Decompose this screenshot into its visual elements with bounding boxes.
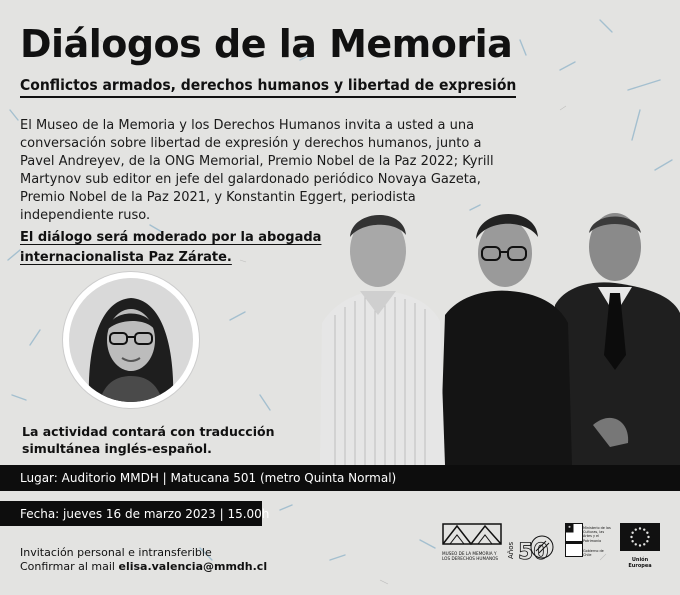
rsvp-email-link[interactable]: elisa.valencia@mmdh.cl	[118, 560, 268, 573]
chile-ministry-logo	[565, 523, 613, 561]
speaker-konstantin-eggert	[555, 213, 680, 465]
translation-line-2: simultánea inglés-español.	[22, 441, 212, 456]
date-bar: Fecha: jueves 16 de marzo 2023 | 15.00h	[0, 501, 262, 526]
venue-bar: Lugar: Auditorio MMDH | Matucana 501 (metro Quinta Normal)	[0, 465, 680, 491]
eu-star	[639, 527, 641, 529]
eu-caption: Unión Europea	[628, 557, 652, 569]
speakers-photo	[310, 195, 680, 465]
event-subtitle: Conflictos armados, derechos humanos y libertad de expresión	[20, 76, 516, 98]
chile-ministry-logo-icon	[565, 523, 583, 557]
eu-star	[631, 532, 633, 534]
eu-star	[635, 543, 637, 545]
confirm-line	[20, 560, 267, 574]
anios-number: 50	[518, 540, 549, 565]
eu-logo	[620, 523, 660, 569]
confirm-label: Confirmar al mail	[20, 560, 119, 573]
anios-50-logo	[506, 523, 558, 571]
eu-flag-icon	[620, 523, 660, 551]
invitation-text: El Museo de la Memoria y los Derechos Humanos invita a usted a una conversación sobre libertad de expresión y derechos humanos, junto a Pavel Andreyev, de la ONG Memorial, Premio Nobel de la Paz 2022; Kyrill Martynov sub editor en jefe del galardonado periódico Novaya Gazeta, Premio Nobel de la Paz 2021, y Konstantin Eggert, periodista independiente ruso.	[20, 118, 494, 223]
moderator-line-1: El diálogo será moderado por la abogada	[20, 230, 322, 245]
mmdh-logo-icon	[442, 523, 502, 545]
eu-star	[643, 528, 645, 530]
rsvp-footer	[20, 546, 267, 574]
mmdh-caption: MUSEO DE LA MEMORIA Y LOS DERECHOS HUMANOS	[442, 551, 499, 561]
moderator-portrait	[63, 272, 199, 408]
moderator-line-2: internacionalista Paz Zárate.	[20, 250, 232, 265]
invitation-note: Invitación personal e intransferible	[20, 546, 212, 559]
eu-star	[646, 540, 648, 542]
speaker-pavel-andreyev	[320, 215, 445, 465]
ministry-caption: Ministerio de las Culturas, las Artes y el Patrimonio	[583, 526, 611, 543]
eu-star	[647, 536, 649, 538]
eu-star	[630, 536, 632, 538]
eu-star	[631, 540, 633, 542]
eu-star	[635, 528, 637, 530]
moderator-note	[20, 228, 321, 268]
translation-line-1: La actividad contará con traducción	[22, 424, 275, 439]
woman-portrait-image	[69, 278, 193, 402]
eu-star	[639, 544, 641, 546]
eu-star	[646, 532, 648, 534]
anios-50-icon	[506, 523, 558, 567]
speaker-kyrill-martynov	[440, 214, 572, 465]
ministry-subcaption: Gobierno de Chile	[583, 549, 604, 558]
translation-note	[22, 423, 275, 457]
anios-label: Años	[507, 541, 515, 559]
mmdh-logo	[442, 523, 504, 561]
eu-star	[643, 543, 645, 545]
event-title: Diálogos de la Memoria	[20, 22, 513, 66]
